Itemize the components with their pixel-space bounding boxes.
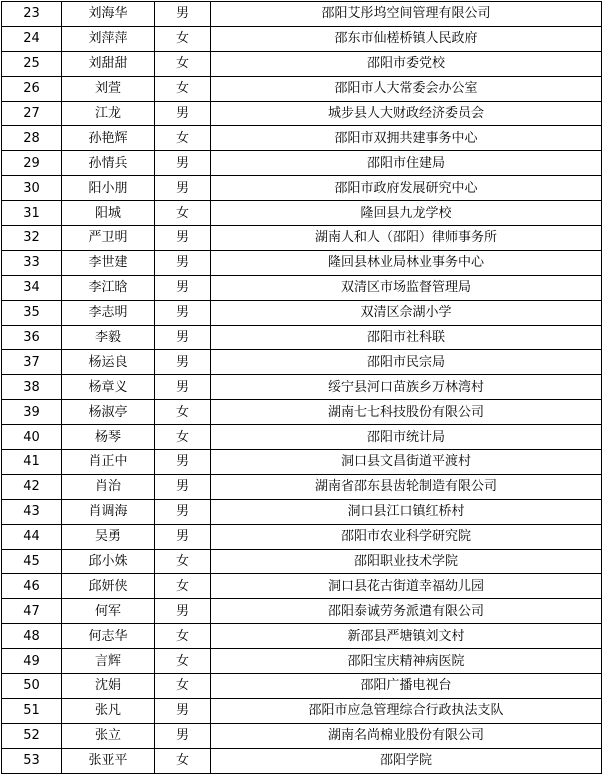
gender-cell: 女 (155, 748, 211, 773)
person-name-cell: 杨琴 (62, 425, 155, 450)
row-index-cell: 49 (2, 649, 62, 674)
gender-cell: 女 (155, 649, 211, 674)
organization-cell: 隆回县林业局林业事务中心 (211, 250, 602, 275)
person-name-cell: 刘海华 (62, 2, 155, 27)
table-row (2, 723, 602, 748)
row-index-cell: 26 (2, 76, 62, 101)
table-row (2, 524, 602, 549)
table-row (2, 549, 602, 574)
person-name-cell: 张凡 (62, 698, 155, 723)
person-name-cell: 杨章义 (62, 375, 155, 400)
row-index-cell: 50 (2, 674, 62, 699)
row-index-cell: 41 (2, 450, 62, 475)
table-row (2, 499, 602, 524)
organization-cell: 邵阳市政府发展研究中心 (211, 176, 602, 201)
person-name-cell: 何志华 (62, 624, 155, 649)
gender-cell: 女 (155, 126, 211, 151)
table-row (2, 748, 602, 773)
organization-cell: 隆回县九龙学校 (211, 201, 602, 226)
gender-cell: 男 (155, 226, 211, 251)
row-index-cell: 38 (2, 375, 62, 400)
person-name-cell: 杨运良 (62, 350, 155, 375)
table-row (2, 450, 602, 475)
row-index-cell: 23 (2, 2, 62, 27)
gender-cell: 男 (155, 300, 211, 325)
row-index-cell: 36 (2, 325, 62, 350)
person-name-cell: 李世建 (62, 250, 155, 275)
row-index-cell: 32 (2, 226, 62, 251)
person-name-cell: 邱小姝 (62, 549, 155, 574)
gender-cell: 女 (155, 201, 211, 226)
organization-cell: 邵阳宝庆精神病医院 (211, 649, 602, 674)
table-row (2, 300, 602, 325)
table-row (2, 2, 602, 27)
table-row (2, 474, 602, 499)
person-name-cell: 杨淑亭 (62, 400, 155, 425)
row-index-cell: 51 (2, 698, 62, 723)
gender-cell: 男 (155, 723, 211, 748)
row-index-cell: 30 (2, 176, 62, 201)
gender-cell: 男 (155, 499, 211, 524)
row-index-cell: 35 (2, 300, 62, 325)
person-name-cell: 张亚平 (62, 748, 155, 773)
row-index-cell: 44 (2, 524, 62, 549)
row-index-cell: 39 (2, 400, 62, 425)
row-index-cell: 31 (2, 201, 62, 226)
gender-cell: 男 (155, 599, 211, 624)
organization-cell: 邵阳市应急管理综合行政执法支队 (211, 698, 602, 723)
table-row (2, 201, 602, 226)
organization-cell: 新邵县严塘镇刘文村 (211, 624, 602, 649)
table-row (2, 624, 602, 649)
person-name-cell: 李江晗 (62, 275, 155, 300)
person-name-cell: 吴勇 (62, 524, 155, 549)
organization-cell: 邵阳学院 (211, 748, 602, 773)
gender-cell: 女 (155, 425, 211, 450)
gender-cell: 男 (155, 375, 211, 400)
row-index-cell: 52 (2, 723, 62, 748)
person-name-cell: 刘萍萍 (62, 26, 155, 51)
organization-cell: 邵阳市统计局 (211, 425, 602, 450)
gender-cell: 女 (155, 624, 211, 649)
table-row (2, 26, 602, 51)
person-name-cell: 刘甜甜 (62, 51, 155, 76)
row-index-cell: 45 (2, 549, 62, 574)
gender-cell: 女 (155, 400, 211, 425)
gender-cell: 女 (155, 549, 211, 574)
table-row (2, 574, 602, 599)
table-row (2, 350, 602, 375)
person-name-cell: 孙情兵 (62, 151, 155, 176)
gender-cell: 男 (155, 474, 211, 499)
person-name-cell: 肖正中 (62, 450, 155, 475)
person-name-cell: 肖治 (62, 474, 155, 499)
row-index-cell: 46 (2, 574, 62, 599)
row-index-cell: 34 (2, 275, 62, 300)
organization-cell: 邵阳市民宗局 (211, 350, 602, 375)
person-name-cell: 阳城 (62, 201, 155, 226)
gender-cell: 男 (155, 101, 211, 126)
table-row (2, 76, 602, 101)
organization-cell: 邵阳职业技术学院 (211, 549, 602, 574)
gender-cell: 女 (155, 574, 211, 599)
gender-cell: 男 (155, 275, 211, 300)
gender-cell: 男 (155, 325, 211, 350)
gender-cell: 女 (155, 51, 211, 76)
table-row (2, 425, 602, 450)
person-name-cell: 孙艳辉 (62, 126, 155, 151)
row-index-cell: 33 (2, 250, 62, 275)
organization-cell: 湖南人和人（邵阳）律师事务所 (211, 226, 602, 251)
roster-table (1, 1, 602, 774)
organization-cell: 洞口县文昌街道平渡村 (211, 450, 602, 475)
person-name-cell: 沈娟 (62, 674, 155, 699)
gender-cell: 男 (155, 151, 211, 176)
organization-cell: 邵阳广播电视台 (211, 674, 602, 699)
gender-cell: 男 (155, 350, 211, 375)
person-name-cell: 江龙 (62, 101, 155, 126)
table-row (2, 250, 602, 275)
gender-cell: 女 (155, 674, 211, 699)
table-row (2, 674, 602, 699)
person-name-cell: 邱妍侠 (62, 574, 155, 599)
row-index-cell: 43 (2, 499, 62, 524)
person-name-cell: 刘萱 (62, 76, 155, 101)
row-index-cell: 42 (2, 474, 62, 499)
organization-cell: 双清区佘湖小学 (211, 300, 602, 325)
person-name-cell: 严卫明 (62, 226, 155, 251)
gender-cell: 男 (155, 450, 211, 475)
person-name-cell: 张立 (62, 723, 155, 748)
row-index-cell: 47 (2, 599, 62, 624)
row-index-cell: 24 (2, 26, 62, 51)
table-row (2, 101, 602, 126)
gender-cell: 男 (155, 250, 211, 275)
person-name-cell: 何军 (62, 599, 155, 624)
organization-cell: 邵阳市委党校 (211, 51, 602, 76)
row-index-cell: 37 (2, 350, 62, 375)
organization-cell: 邵东市仙槎桥镇人民政府 (211, 26, 602, 51)
row-index-cell: 53 (2, 748, 62, 773)
person-name-cell: 李志明 (62, 300, 155, 325)
gender-cell: 男 (155, 524, 211, 549)
row-index-cell: 40 (2, 425, 62, 450)
table-row (2, 400, 602, 425)
organization-cell: 绥宁县河口苗族乡万林湾村 (211, 375, 602, 400)
gender-cell: 男 (155, 176, 211, 201)
table-row (2, 698, 602, 723)
organization-cell: 邵阳市人大常委会办公室 (211, 76, 602, 101)
roster-table-body (2, 2, 602, 774)
table-row (2, 325, 602, 350)
table-row (2, 599, 602, 624)
table-row (2, 226, 602, 251)
gender-cell: 女 (155, 76, 211, 101)
gender-cell: 女 (155, 26, 211, 51)
person-name-cell: 言辉 (62, 649, 155, 674)
organization-cell: 双清区市场监督管理局 (211, 275, 602, 300)
organization-cell: 湖南名尚棉业股份有限公司 (211, 723, 602, 748)
organization-cell: 邵阳市住建局 (211, 151, 602, 176)
organization-cell: 邵阳泰诚劳务派遣有限公司 (211, 599, 602, 624)
person-name-cell: 肖调海 (62, 499, 155, 524)
row-index-cell: 29 (2, 151, 62, 176)
organization-cell: 城步县人大财政经济委员会 (211, 101, 602, 126)
person-name-cell: 阳小朋 (62, 176, 155, 201)
row-index-cell: 28 (2, 126, 62, 151)
table-row (2, 375, 602, 400)
table-row (2, 151, 602, 176)
organization-cell: 洞口县花古街道幸福幼儿园 (211, 574, 602, 599)
gender-cell: 男 (155, 698, 211, 723)
table-row (2, 51, 602, 76)
person-name-cell: 李毅 (62, 325, 155, 350)
organization-cell: 湖南七七科技股份有限公司 (211, 400, 602, 425)
organization-cell: 邵阳市社科联 (211, 325, 602, 350)
organization-cell: 湖南省邵东县齿轮制造有限公司 (211, 474, 602, 499)
organization-cell: 邵阳艾彤坞空间管理有限公司 (211, 2, 602, 27)
row-index-cell: 25 (2, 51, 62, 76)
row-index-cell: 48 (2, 624, 62, 649)
table-row (2, 126, 602, 151)
row-index-cell: 27 (2, 101, 62, 126)
organization-cell: 邵阳市双拥共建事务中心 (211, 126, 602, 151)
table-row (2, 649, 602, 674)
organization-cell: 邵阳市农业科学研究院 (211, 524, 602, 549)
table-row (2, 176, 602, 201)
table-row (2, 275, 602, 300)
gender-cell: 男 (155, 2, 211, 27)
organization-cell: 洞口县江口镇红桥村 (211, 499, 602, 524)
